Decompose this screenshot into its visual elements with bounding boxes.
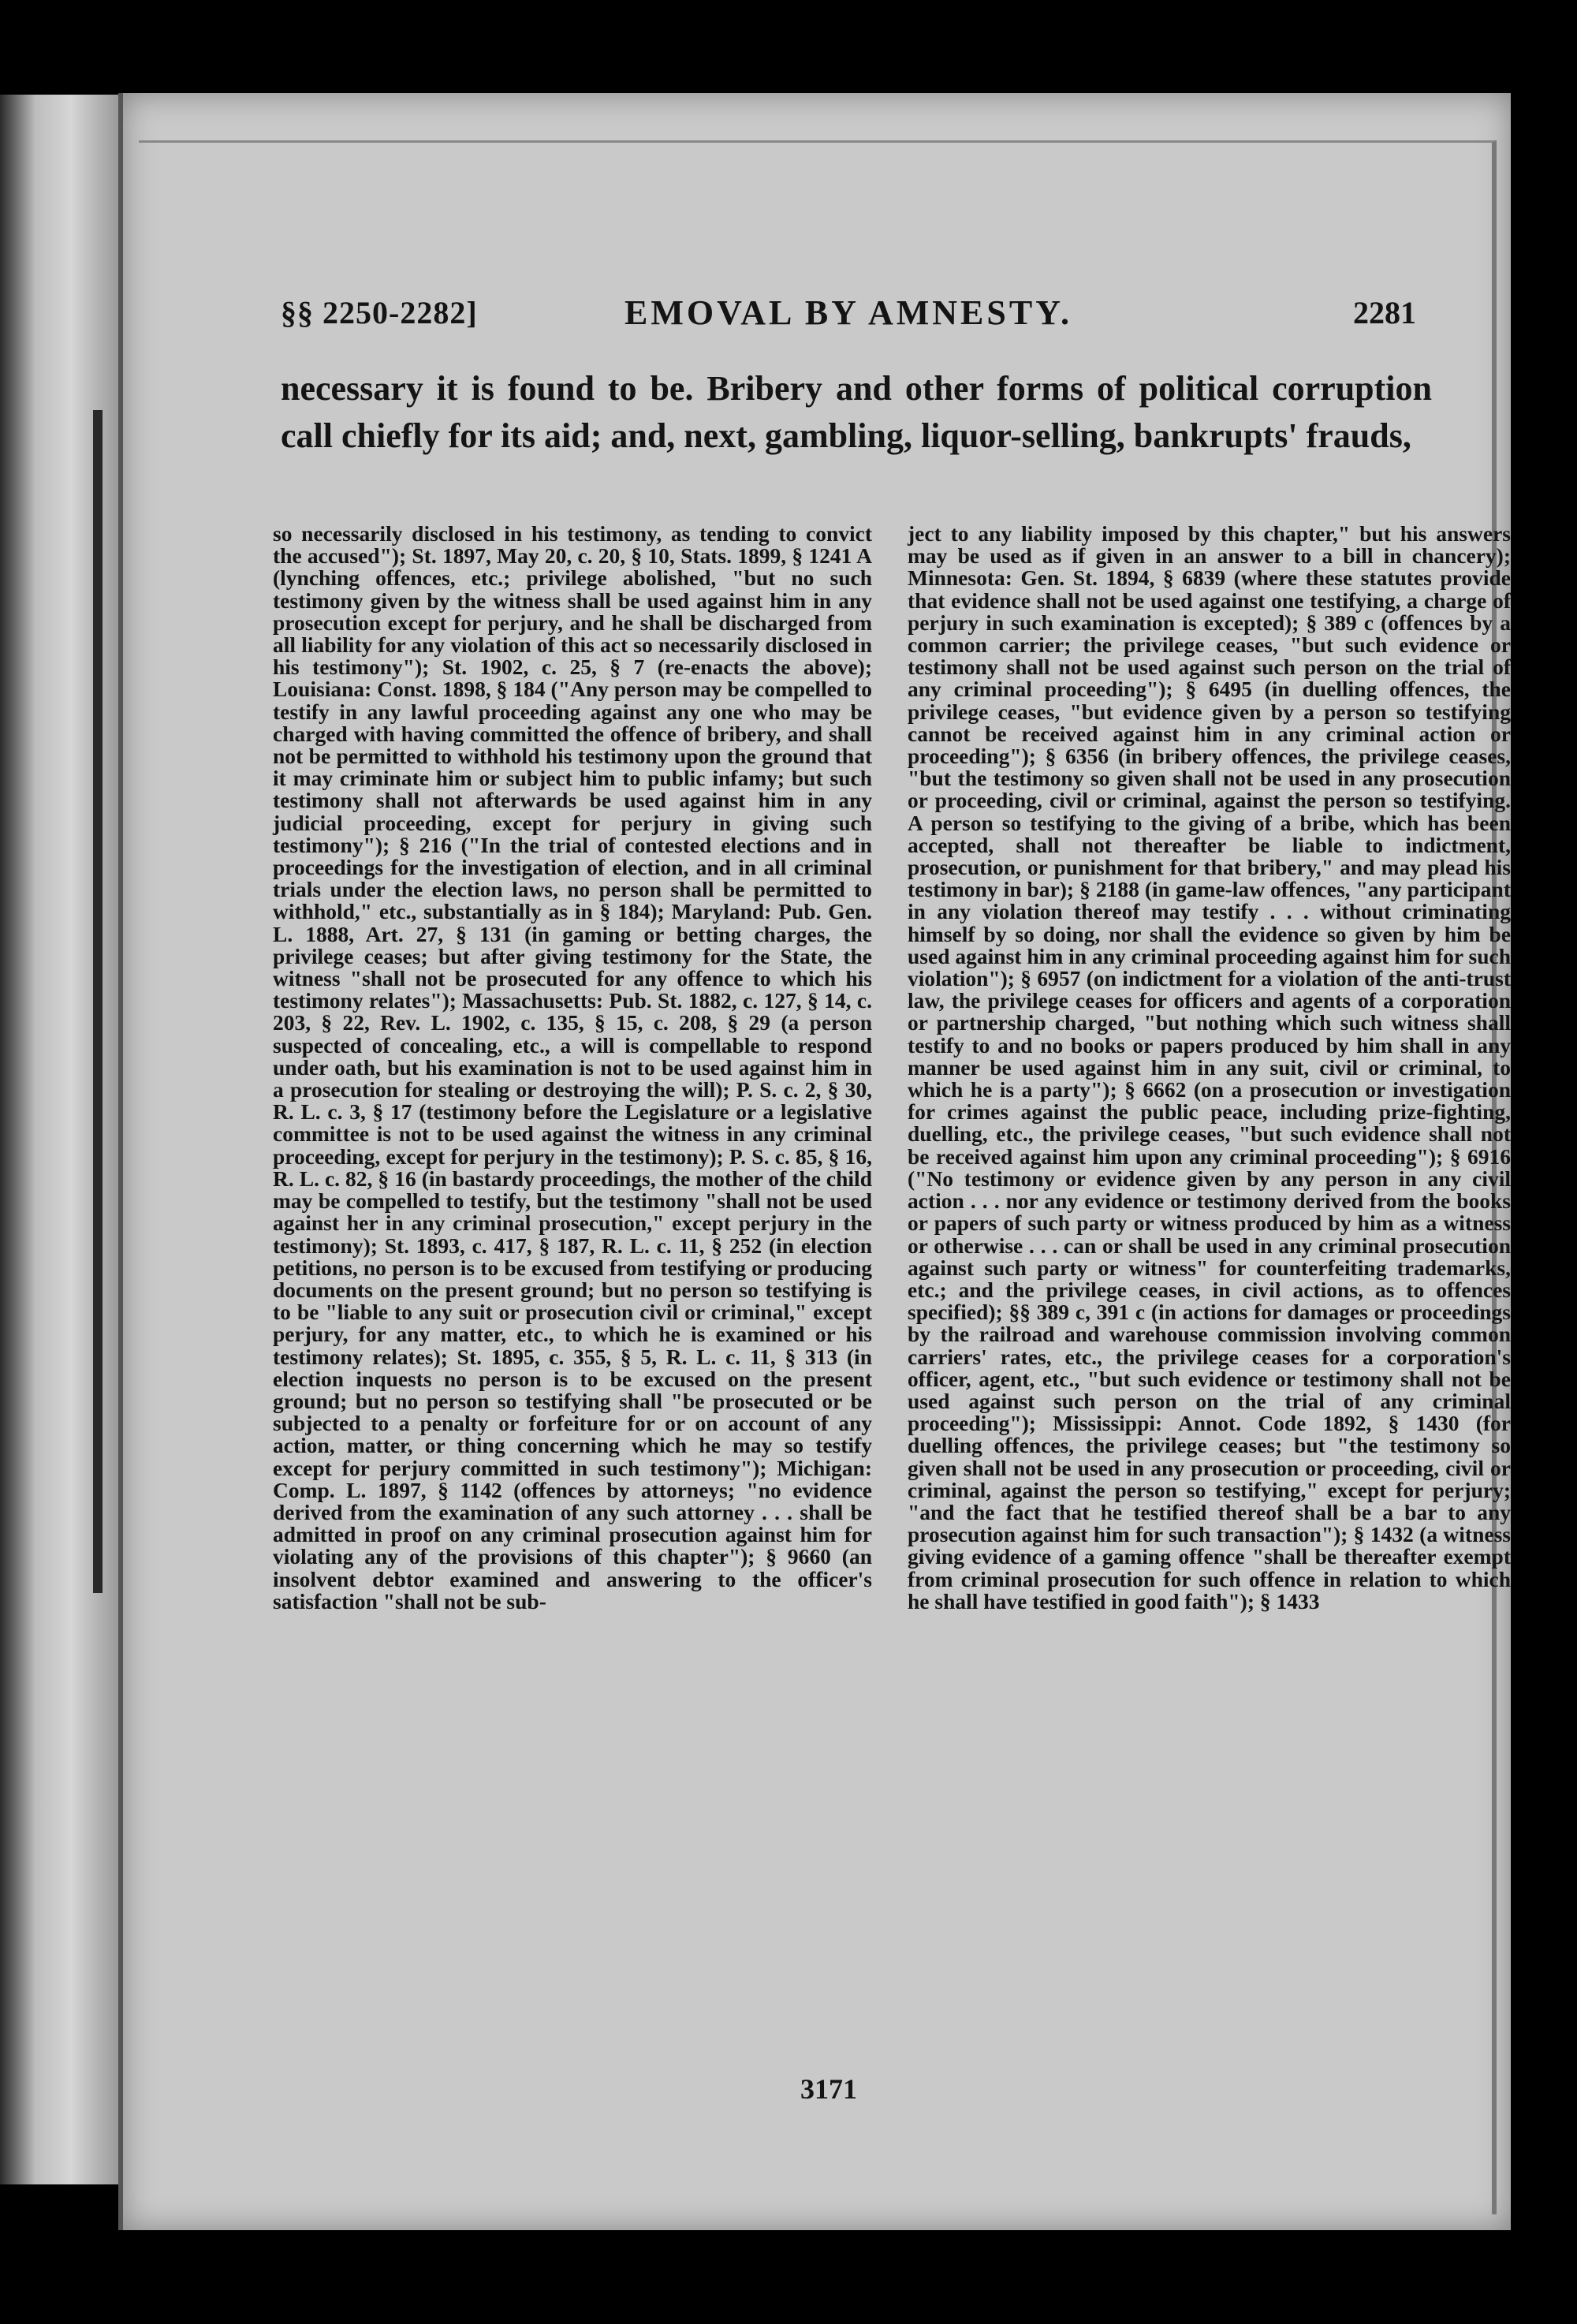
right-column-text: ject to any liability imposed by this chapter," but his answers may be used as if given in an answer to a bill in chancery); Minnesota: Gen. St. 1894, § 6839 (where these statutes provide that evidence shall not be used against one testifying, a charge of perjury in such examination is excepted); § 389 c (offences by a common carrier; the privilege ceases, "but such evidence or testimony shall not be used against such person on the trial of any criminal proceeding"); § 6495 (in duelling offences, the privilege ceases, "but evidence given by a person so testifying cannot be received against him in any criminal action or proceeding"); § 6356 (in bribery offences, the privilege ceases, "but the testimony so given shall not be used in any prosecution or proceeding, civil or criminal, against the person so testifying. A person so testifying to the giving of a bribe, which has been accepted, shall not thereafter be liable to indictment, prosecution, or punishment for that bribery," and may plead his testimony in bar); § 2188 (in game-law offences, "any participant in any violation thereof may testify . . . without criminating himself by so doing, nor shall the evidence so given by him be used against him in any criminal proceeding against him for such violation"); § 6957 (on indictment for a violation of the anti-trust law, the privilege ceases for officers and agents of a corporation or partnership charged, "but nothing which such witness shall testify to and no books or papers produced by him shall in any manner be used against him in any suit, civil or criminal, to which he is a party"); § 6662 (on a prosecution or investigation for crimes against the public peace, including prize-fighting, duelling, etc., the privilege ceases, "but such evidence shall not be received against him upon any criminal proceeding"); § 6916 ("No testimony or evidence given by any person in any civil action . . . nor any evidence or testimony derived from the books or papers of such party or witness produced by him as a witness or otherwise . . . can or shall be used in any criminal prosecution against such party or witness" for counterfeiting trademarks, etc.; and the privilege ceases, in civil actions, as to offences specified); §§ 389 c, 391 c (in actions for damages or proceedings by the railroad and warehouse commission involving common carriers' rates, etc., the privilege ceases for a corporation's officer, agent, etc., "but such evidence or testimony shall not be used against such person on the trial of any criminal proceeding"); Mississippi: Annot. Code 1892, § 1430 (for duelling offences, the privilege ceases; but "the testimony so given shall not be used in any prosecution or proceeding, civil or criminal, against the person so testifying," except for perjury; "and the fact that he testified thereof shall be a bar to any prosecution against him for such transaction"); § 1432 (a witness giving evidence of a gaming offence "shall be thereafter exempt from criminal prosecution for such offence in relation to which he shall have testified in good faith"); § 1433: [908, 521, 1511, 1613]
lead-paragraph: [281, 365, 1432, 460]
scanned-page: [118, 93, 1511, 2230]
lead-text: necessary it is found to be. Bribery and other forms of political corruption call chiefly for its aid; and, next, gambling, liquor-selling, bankrupts' frauds,: [281, 369, 1432, 455]
footnote-column-right: [908, 523, 1511, 1613]
running-head: [123, 294, 1511, 341]
page-number: 2281: [1353, 295, 1416, 330]
left-column-text: so necessarily disclosed in his testimony, as tending to convict the accused"); St. 1897, May 20, c. 20, § 10, Stats. 1899, § 1241 A (lynching offences, etc.; privilege abolished, "but no such testimony given by the witness shall be used against him in any prosecution except for perjury, and he shall be discharged from all liability for any violation of this act so necessarily disclosed in his testimony"); St. 1902, c. 25, § 7 (re-enacts the above); Louisiana: Const. 1898, § 184 ("Any person may be compelled to testify in any lawful proceeding against any one who may be charged with having committed the offence of bribery, and shall not be permitted to withhold his testimony upon the ground that it may criminate him or subject him to public infamy; but such testimony shall not afterwards be used against him in any judicial proceeding, except for perjury in giving such testimony"); § 216 ("In the trial of contested elections and in proceedings for the investigation of election, and in all criminal trials under the election laws, no person shall be permitted to withhold," etc., substantially as in § 184); Maryland: Pub. Gen. L. 1888, Art. 27, § 131 (in gaming or betting charges, the privilege ceases; but after giving testimony for the State, the witness "shall not be prosecuted for any offence to which his testimony relates"); Massachusetts: Pub. St. 1882, c. 127, § 14, c. 203, § 22, Rev. L. 1902, c. 135, § 15, c. 208, § 29 (a person suspected of concealing, etc., a will is compellable to respond under oath, but his examination is not to be used against him in a prosecution for stealing or destroying the will); P. S. c. 2, § 30, R. L. c. 3, § 17 (testimony before the Legislature or a legislative committee is not to be used against the witness in any criminal proceeding, except for perjury in the testimony); P. S. c. 85, § 16, R. L. c. 82, § 16 (in bastardy proceedings, the mother of the child may be compelled to testify, but the testimony "shall not be used against her in any criminal prosecution," except perjury in the testimony); St. 1893, c. 417, § 187, R. L. c. 11, § 252 (in election petitions, no person is to be excused from testifying or producing documents on the present ground; but no person so testifying is to be "liable to any suit or prosecution civil or criminal," except perjury, for any matter, etc., to which he is examined or his testimony relates); St. 1895, c. 355, § 5, R. L. c. 11, § 313 (in election inquests no person is to be excused on the present ground; but no person so testifying shall "be prosecuted or be subjected to a penalty or forfeiture for or on account of any action, matter, or thing concerning which he may so testify except for perjury committed in such testimony"); Michigan: Comp. L. 1897, § 1142 (offences by attorneys; "no evidence derived from the examination of any such attorney . . . shall be admitted in proof on any criminal prosecution against him for violating any of the provisions of this chapter"); § 9660 (an insolvent debtor examined and answering to the officer's satisfaction "shall not be sub-: [273, 521, 872, 1613]
binding-shadow: [93, 410, 103, 1593]
section-range: §§ 2250-2282]: [281, 295, 478, 330]
footnote-column-left: [273, 523, 872, 1613]
running-title: EMOVAL BY AMNESTY.: [624, 293, 1072, 332]
folio-number: 3171: [800, 2073, 857, 2105]
